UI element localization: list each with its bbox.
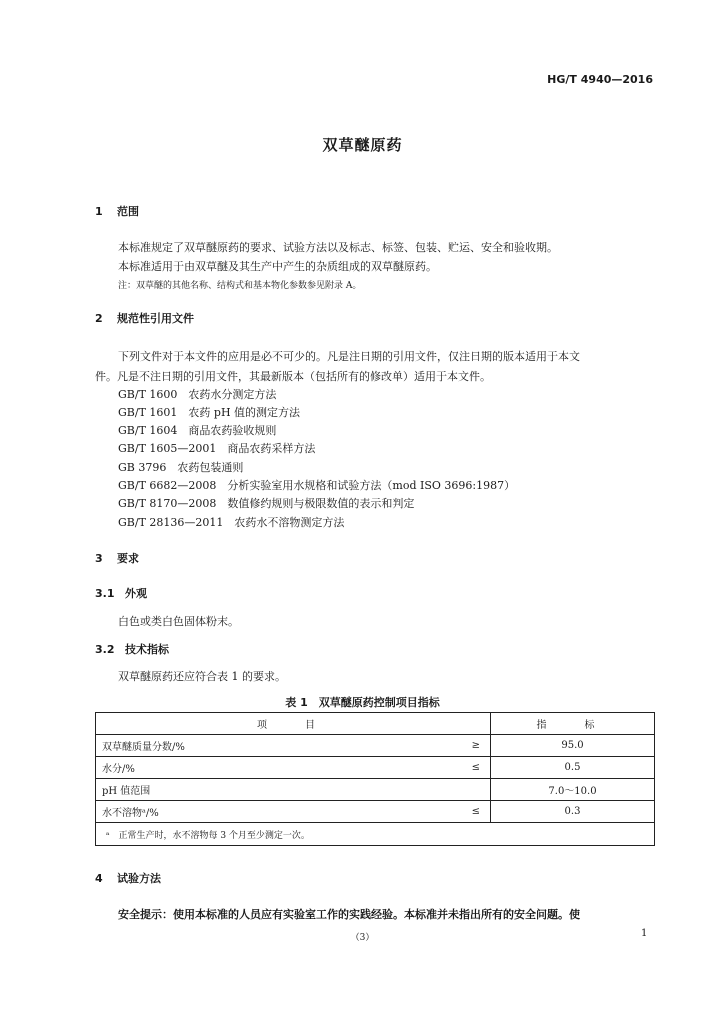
section-2-heading: [95, 310, 194, 326]
value-cell: 0.5: [491, 757, 655, 779]
item-cell: 水分/%: [96, 757, 375, 779]
paragraph: 本标准适用于由双草醚及其生产中产生的杂质组成的双草醚原药。: [118, 260, 437, 273]
note: 注：双草醚的其他名称、结构式和基本物化参数参见附录 A。: [118, 281, 362, 291]
subsection-title: 技术指标: [125, 643, 169, 656]
page-mark: 1: [641, 928, 648, 939]
requirements-table: [95, 712, 655, 846]
section-1-heading: [95, 203, 139, 219]
table-row: [96, 757, 655, 779]
document-title: 双草醚原药: [322, 136, 403, 154]
reference-item: GB/T 1600 农药水分测定方法: [118, 388, 277, 401]
paragraph: 白色或类白色固体粉末。: [118, 615, 239, 628]
table-row: [96, 735, 655, 757]
section-3-heading: [95, 550, 139, 566]
symbol-cell: ≤: [374, 757, 491, 779]
symbol-cell: ≥: [374, 735, 491, 757]
reference-item: GB/T 28136—2011 农药水不溶物测定方法: [118, 516, 345, 529]
paragraph: 本标准规定了双草醚原药的要求、试验方法以及标志、标签、包装、贮运、安全和验收期。: [118, 241, 558, 254]
section-number: 1: [95, 205, 103, 218]
reference-item: GB/T 1605—2001 商品农药采样方法: [118, 442, 316, 455]
reference-item: GB/T 6682—2008 分析实验室用水规格和试验方法（mod ISO 3696:1987）: [118, 479, 516, 492]
reference-item: GB/T 1604 商品农药验收规则: [118, 424, 277, 437]
column-header-item: 项 目: [96, 713, 491, 735]
table-footnote: ᵃ 正常生产时，水不溶物每 3 个月至少测定一次。: [96, 823, 655, 846]
symbol-cell: [374, 779, 491, 801]
reference-item: GB 3796 农药包装通则: [118, 461, 244, 474]
table-row: [96, 801, 655, 823]
subsection-3-1-heading: [95, 585, 147, 601]
value-cell: 0.3: [491, 801, 655, 823]
subsection-number: 3.2: [95, 643, 115, 656]
paragraph: 双草醚原药还应符合表 1 的要求。: [118, 670, 286, 683]
safety-notice: 安全提示：使用本标准的人员应有实验室工作的实践经验。本标准并未指出所有的安全问题。使: [118, 908, 580, 921]
section-number: 3: [95, 552, 103, 565]
section-number: 4: [95, 872, 103, 885]
page-number: （3）: [350, 933, 375, 943]
reference-item: GB/T 8170—2008 数值修约规则与极限数值的表示和判定: [118, 497, 415, 510]
table-header-row: [96, 713, 655, 735]
item-cell: pH 值范围: [96, 779, 375, 801]
subsection-title: 外观: [125, 587, 147, 600]
item-cell: 水不溶物ᵃ/%: [96, 801, 375, 823]
table-footnote-row: [96, 823, 655, 846]
section-4-heading: [95, 870, 161, 886]
section-title: 规范性引用文件: [117, 312, 194, 325]
symbol-cell: ≤: [374, 801, 491, 823]
item-cell: 双草醚质量分数/%: [96, 735, 375, 757]
subsection-number: 3.1: [95, 587, 115, 600]
paragraph: 下列文件对于本文件的应用是必不可少的。凡是注日期的引用文件，仅注日期的版本适用于本文: [118, 350, 580, 363]
standard-code: HG/T 4940—2016: [547, 73, 653, 86]
table-caption: 表 1 双草醚原药控制项目指标: [285, 696, 440, 709]
section-title: 范围: [117, 205, 139, 218]
section-title: 试验方法: [117, 872, 161, 885]
column-header-value: 指 标: [491, 713, 655, 735]
section-title: 要求: [117, 552, 139, 565]
value-cell: 7.0～10.0: [491, 779, 655, 801]
reference-item: GB/T 1601 农药 pH 值的测定方法: [118, 406, 301, 419]
value-cell: 95.0: [491, 735, 655, 757]
section-number: 2: [95, 312, 103, 325]
table-row: [96, 779, 655, 801]
subsection-3-2-heading: [95, 641, 169, 657]
paragraph: 件。凡是不注日期的引用文件，其最新版本（包括所有的修改单）适用于本文件。: [95, 370, 491, 383]
